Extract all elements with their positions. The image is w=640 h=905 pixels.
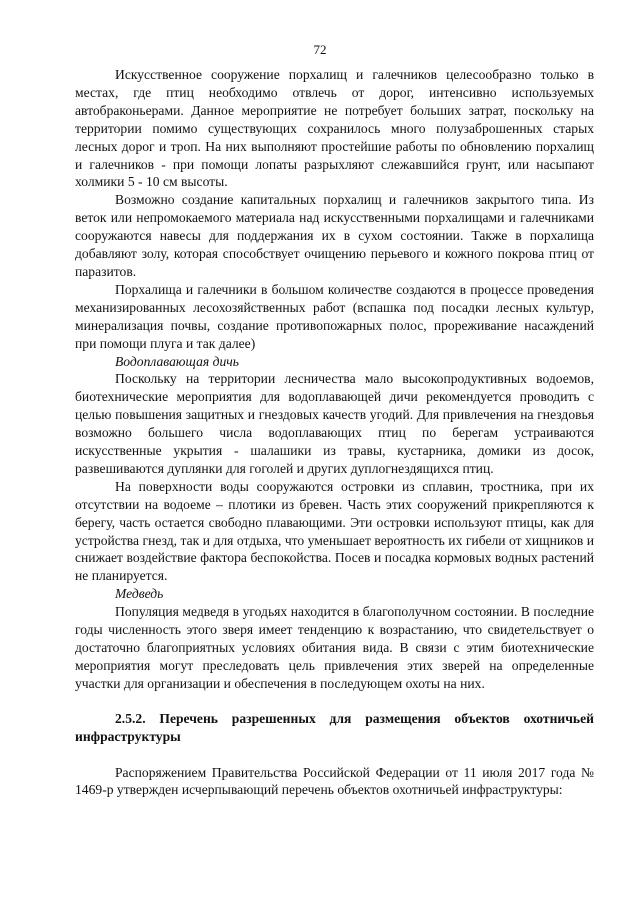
section-heading: 2.5.2. Перечень разрешенных для размещения объектов охотничьей инфраструктуры	[75, 710, 594, 744]
paragraph: На поверхности воды сооружаются островки из сплавин, тростника, при их отсутствии на водоеме – плотики из бревен. Часть этих сооружений прикрепляются к берегу, часть остается свободно плавающими. Эти островки используют птицы, как для устройства гнезд, так и для отдыха, что уменьшает вероятность их гибели от хищников и снижает воздействие фактора беспокойства. Посев и посадка кормовых водных растений не планируется.	[75, 478, 594, 584]
paragraph: Порхалища и галечники в большом количестве создаются в процессе проведения механизированных лесохозяйственных работ (вспашка под посадки лесных культур, минерализация почвы, создание противопожарных полос, прореживание насаждений при помощи плуга и так далее)	[75, 281, 594, 351]
subheading-waterfowl: Водоплавающая дичь	[115, 353, 239, 369]
page-number: 72	[313, 42, 327, 57]
paragraph: Поскольку на территории лесничества мало высокопродуктивных водоемов, биотехнические мероприятия для водоплавающей дичи рекомендуется проводить с целью повышения защитных и гнездовых качеств угодий. Для привлечения на гнездовья возможно большего числа водоплавающих птиц по берегам устраиваются искусственные укрытия - шалашики из травы, кустарника, домики из досок, развешиваются дуплянки для гоголей и других дуплогнездящихся птиц.	[75, 371, 594, 476]
paragraph: Искусственное сооружение порхалищ и галечников целесообразно только в местах, где птиц необходимо отвлечь от дорог, интенсивно используемых автобраконьерами. Данное мероприятие не потребует больших затрат, поскольку на территории помимо существующих сохранилось много полузаброшенных старых лесных дорог и троп. На них выполняют простейшие работы по обновлению порхалищ и галечников - при помощи лопаты разрыхляют слежавшийся грунт, или насыпают холмики 5 - 10 см высоты.	[75, 67, 594, 190]
paragraph: Популяция медведя в угодьях находится в благополучном состоянии. В последние годы численность этого зверя имеет тенденцию к возрастанию, что свидетельствует о достаточно благоприятных условиях обитания вида. В связи с этим биотехнические мероприятия могут преследовать цель привлечения этих зверей на определенные участки для организации и обеспечения в последующем охоты на них.	[75, 604, 594, 691]
paragraph: Возможно создание капитальных порхалищ и галечников закрытого типа. Из веток или непромокаемого материала над искусственными порхалищами и галечниками сооружаются навесы для поддержания их в сухом состоянии. Также в порхалища добавляют золу, которая способствует очищению перьевого и кожного покрова птиц от паразитов.	[75, 192, 594, 279]
paragraph: Распоряжением Правительства Российской Федерации от 11 июля 2017 года № 1469-р утвержден исчерпывающий перечень объектов охотничьей инфраструктуры:	[75, 764, 594, 798]
page-body	[75, 66, 594, 799]
subheading-bear: Медведь	[115, 586, 164, 602]
